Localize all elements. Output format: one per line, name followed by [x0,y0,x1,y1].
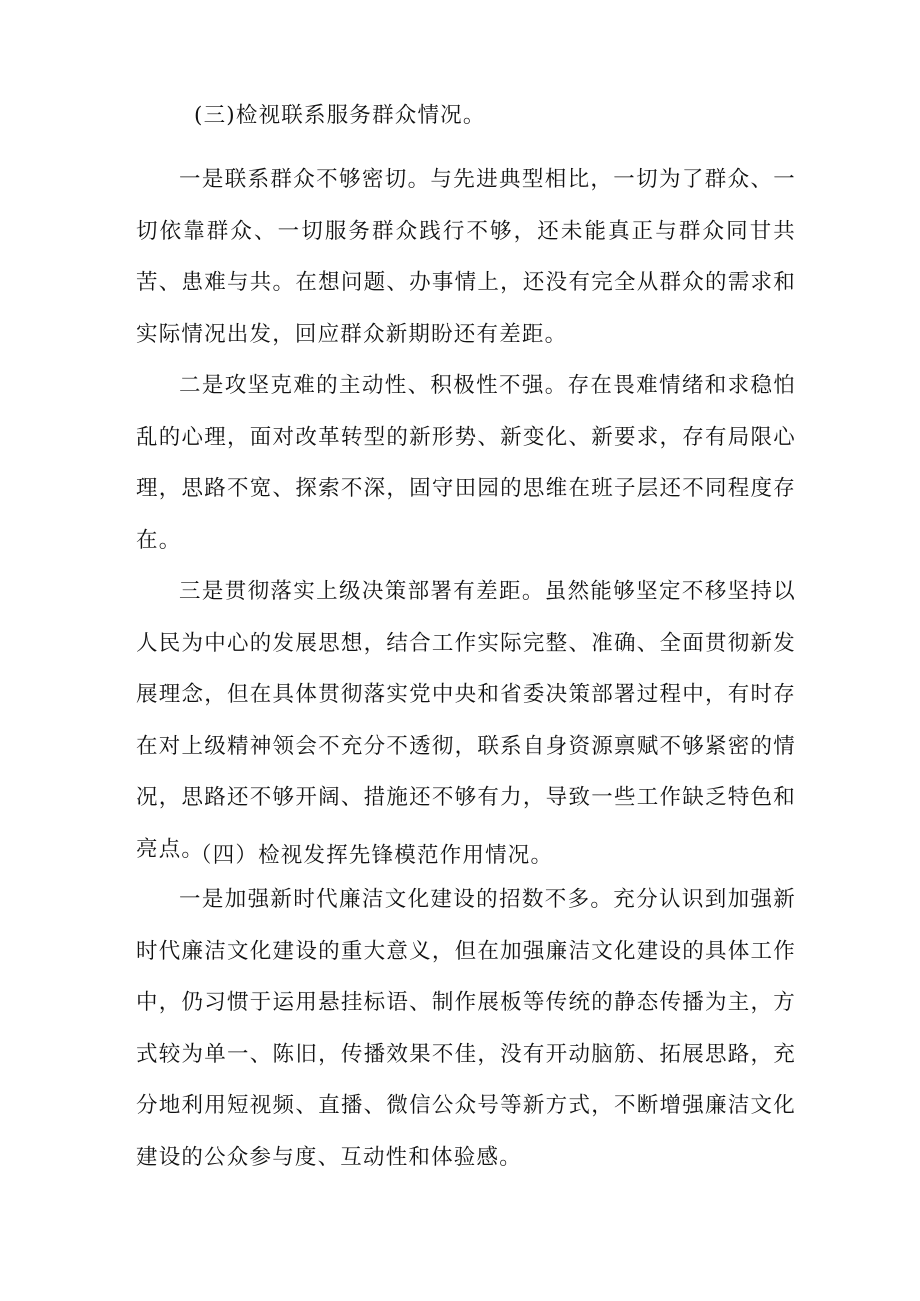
section-4-paragraph-1: 一是加强新时代廉洁文化建设的招数不多。充分认识到加强新时代廉洁文化建设的重大意义，但在加强廉洁文化建设的具体工作中，仍习惯于运用悬挂标语、制作展板等传统的静态传播为主，方式较为单一、陈旧，传播效果不佳，没有开动脑筋、拓展思路，充分地利用短视频、直播、微信公众号等新方式，不断增强廉洁文化建设的公众参与度、互动性和体验感。 [136,887,796,1170]
section-3-body [136,154,796,875]
section-3-paragraph-1: 一是联系群众不够密切。与先进典型相比，一切为了群众、一切依靠群众、一切服务群众践行不够，还未能真正与群众同甘共苦、患难与共。在想问题、办事情上，还没有完全从群众的需求和实际情况出发，回应群众新期盼还有差距。 [136,167,796,347]
section-4-body [136,874,796,1183]
section-3-heading: (三)检视联系服务群众情况。 [194,103,486,128]
section-3-paragraph-3: 三是贯彻落实上级决策部署有差距。虽然能够坚定不移坚持以人民为中心的发展思想，结合工作实际完整、准确、全面贯彻新发展理念，但在具体贯彻落实党中央和省委决策部署过程中，有时存在对上级精神领会不充分不透彻，联系自身资源禀赋不够紧密的情况，思路还不够开阔、措施还不够有力，导致一些工作缺乏特色和亮点。 [136,579,796,862]
section-3-paragraph-2: 二是攻坚克难的主动性、积极性不强。存在畏难情绪和求稳怕乱的心理，面对改革转型的新形势、新变化、新要求，存有局限心理，思路不宽、探索不深，固守田园的思维在班子层还不同程度存在。 [136,373,796,553]
section-4-heading: （四）检视发挥先锋模范作用情况。 [190,843,554,868]
